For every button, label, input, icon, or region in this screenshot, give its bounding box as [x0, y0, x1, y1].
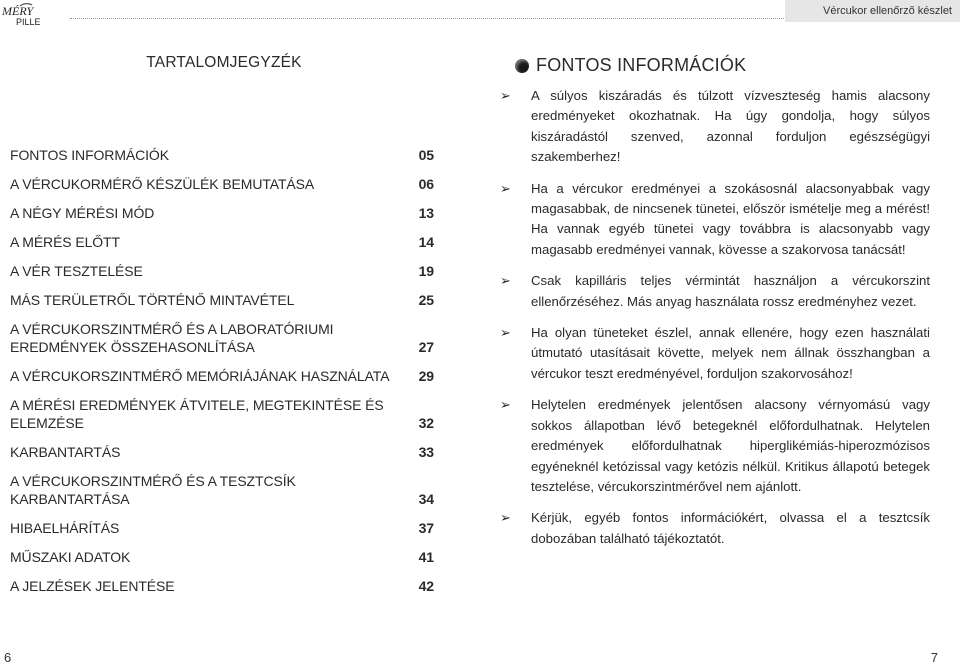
info-item	[500, 271, 930, 312]
bullet-circle-icon	[515, 59, 529, 73]
toc-entry[interactable]	[10, 146, 434, 164]
arrowhead-bullet-icon: ➢	[500, 273, 511, 289]
toc-entry-page: 27	[418, 339, 434, 355]
toc-entry-text: MÁS TERÜLETRŐL TÖRTÉNŐ MINTAVÉTEL	[10, 292, 295, 308]
toc-entry-page: 29	[418, 368, 434, 384]
toc-entry[interactable]	[10, 175, 434, 193]
page-number-left: 6	[4, 650, 12, 665]
toc-entry-text: HIBAELHÁRÍTÁS	[10, 520, 120, 536]
arrowhead-bullet-icon: ➢	[500, 325, 511, 341]
info-item-text: Kérjük, egyéb fontos információkért, olvassa el a tesztcsík dobozában található tájékoztatót.	[531, 510, 930, 546]
toc-entry[interactable]	[10, 396, 434, 432]
toc-entry-text: A MÉRÉS ELŐTT	[10, 234, 120, 250]
info-item-text: A súlyos kiszáradás és túlzott vízveszteség hamis alacsony eredményeket okozhatnak. Ha úgy gondolja, hogy súlyos kiszáradástól szenved, azonnal forduljon egészségügyi szakemberhez!	[531, 88, 930, 165]
toc-entry[interactable]	[10, 577, 434, 595]
info-item	[500, 508, 930, 549]
page-number-right: 7	[930, 650, 938, 665]
toc-entry[interactable]	[10, 519, 434, 537]
info-item	[500, 395, 930, 497]
brand-logo	[2, 2, 82, 28]
toc-entry-page: 41	[418, 549, 434, 565]
info-title-text: FONTOS INFORMÁCIÓK	[536, 55, 747, 75]
brand-bottom-text: PILLE	[16, 17, 41, 27]
toc-entry-page: 33	[418, 444, 434, 460]
toc-entry[interactable]	[10, 233, 434, 251]
toc-entry-page: 34	[418, 491, 434, 507]
toc-entry-text: A VÉR TESZTELÉSE	[10, 263, 143, 279]
toc-entry-text: A NÉGY MÉRÉSI MÓD	[10, 205, 155, 221]
info-item-text: Ha a vércukor eredményei a szokásosnál alacsonyabbak vagy magasabbak, de nincsenek tünetei, először ismételje meg a mérést! Ha vannak egyéb tünetei vagy továbbra is alacsonyabb vagy magasabb eredményei vannak, kövesse a szakorvosa tanácsát!	[531, 180, 930, 257]
toc-entry-page: 32	[418, 415, 434, 431]
toc-entry[interactable]	[10, 204, 434, 222]
header-title: Vércukor ellenőrző készlet	[785, 0, 960, 22]
toc-entry[interactable]	[10, 548, 434, 566]
toc-entry-page: 25	[418, 292, 434, 308]
toc-entry-page: 13	[418, 205, 434, 221]
toc-entry-text: A VÉRCUKORSZINTMÉRŐ ÉS A TESZTCSÍK KARBANTARTÁSA	[10, 473, 296, 507]
arrowhead-bullet-icon: ➢	[500, 180, 511, 196]
info-item	[500, 179, 930, 261]
toc-entry[interactable]	[10, 262, 434, 280]
toc-title: TARTALOMJEGYZÉK	[146, 54, 302, 71]
toc-entry-text: A JELZÉSEK JELENTÉSE	[10, 578, 175, 594]
info-section-title	[515, 55, 746, 76]
brand-top-text: MÉRY	[2, 4, 34, 18]
header-dotted-rule	[70, 18, 850, 19]
info-item-text: Helytelen eredmények jelentősen alacsony vérnyomású vagy sokkos állapotban lévő betegeknél előfordulhatnak. Helytelen eredmények előfordulhatnak hiperglikémiás-hiperozmózisos egyéneknél ketózissal vagy ketózis nélkül. Kritikus állapotú betegek tesztelése, vércukorszintmérővel nem ajánlott.	[531, 397, 930, 494]
toc-entry-page: 19	[418, 263, 434, 279]
info-item	[500, 323, 930, 384]
info-item	[500, 86, 930, 168]
toc-entry-text: A VÉRCUKORMÉRŐ KÉSZÜLÉK BEMUTATÁSA	[10, 176, 315, 192]
toc-entry-text: MŰSZAKI ADATOK	[10, 549, 131, 565]
info-list	[500, 86, 930, 560]
info-item-text: Ha olyan tüneteket észlel, annak ellenére, hogy ezen használati útmutató utasításait követte, melyek nem állnak összhangban a vércukor teszt eredményével, forduljon szakorvosához!	[531, 325, 930, 381]
toc-entry-page: 37	[418, 520, 434, 536]
toc-entry-text: A VÉRCUKORSZINTMÉRŐ MEMÓRIÁJÁNAK HASZNÁLATA	[10, 368, 390, 384]
toc-entry-page: 06	[418, 176, 434, 192]
toc-entry[interactable]	[10, 443, 434, 461]
toc-list	[10, 146, 434, 606]
toc-entry[interactable]	[10, 320, 434, 356]
toc-entry[interactable]	[10, 472, 434, 508]
arrowhead-bullet-icon: ➢	[500, 88, 511, 103]
toc-entry-text: A VÉRCUKORSZINTMÉRŐ ÉS A LABORATÓRIUMI EREDMÉNYEK ÖSSZEHASONLÍTÁSA	[10, 321, 334, 355]
toc-entry-text: KARBANTARTÁS	[10, 444, 121, 460]
brand-logo-mark	[2, 2, 82, 28]
toc-entry[interactable]	[10, 367, 434, 385]
toc-entry-text: FONTOS INFORMÁCIÓK	[10, 147, 169, 163]
toc-entry-page: 14	[418, 234, 434, 250]
arrowhead-bullet-icon: ➢	[500, 397, 511, 413]
info-item-text: Csak kapilláris teljes vérmintát használjon a vércukorszint ellenőrzéséhez. Más anyag használata rossz eredményhez vezet.	[531, 273, 930, 309]
toc-entry-text: A MÉRÉSI EREDMÉNYEK ÁTVITELE, MEGTEKINTÉSE ÉS ELEMZÉSE	[10, 397, 384, 431]
arrowhead-bullet-icon: ➢	[500, 510, 511, 526]
toc-entry[interactable]	[10, 291, 434, 309]
toc-entry-page: 05	[418, 147, 434, 163]
toc-entry-page: 42	[418, 578, 434, 594]
